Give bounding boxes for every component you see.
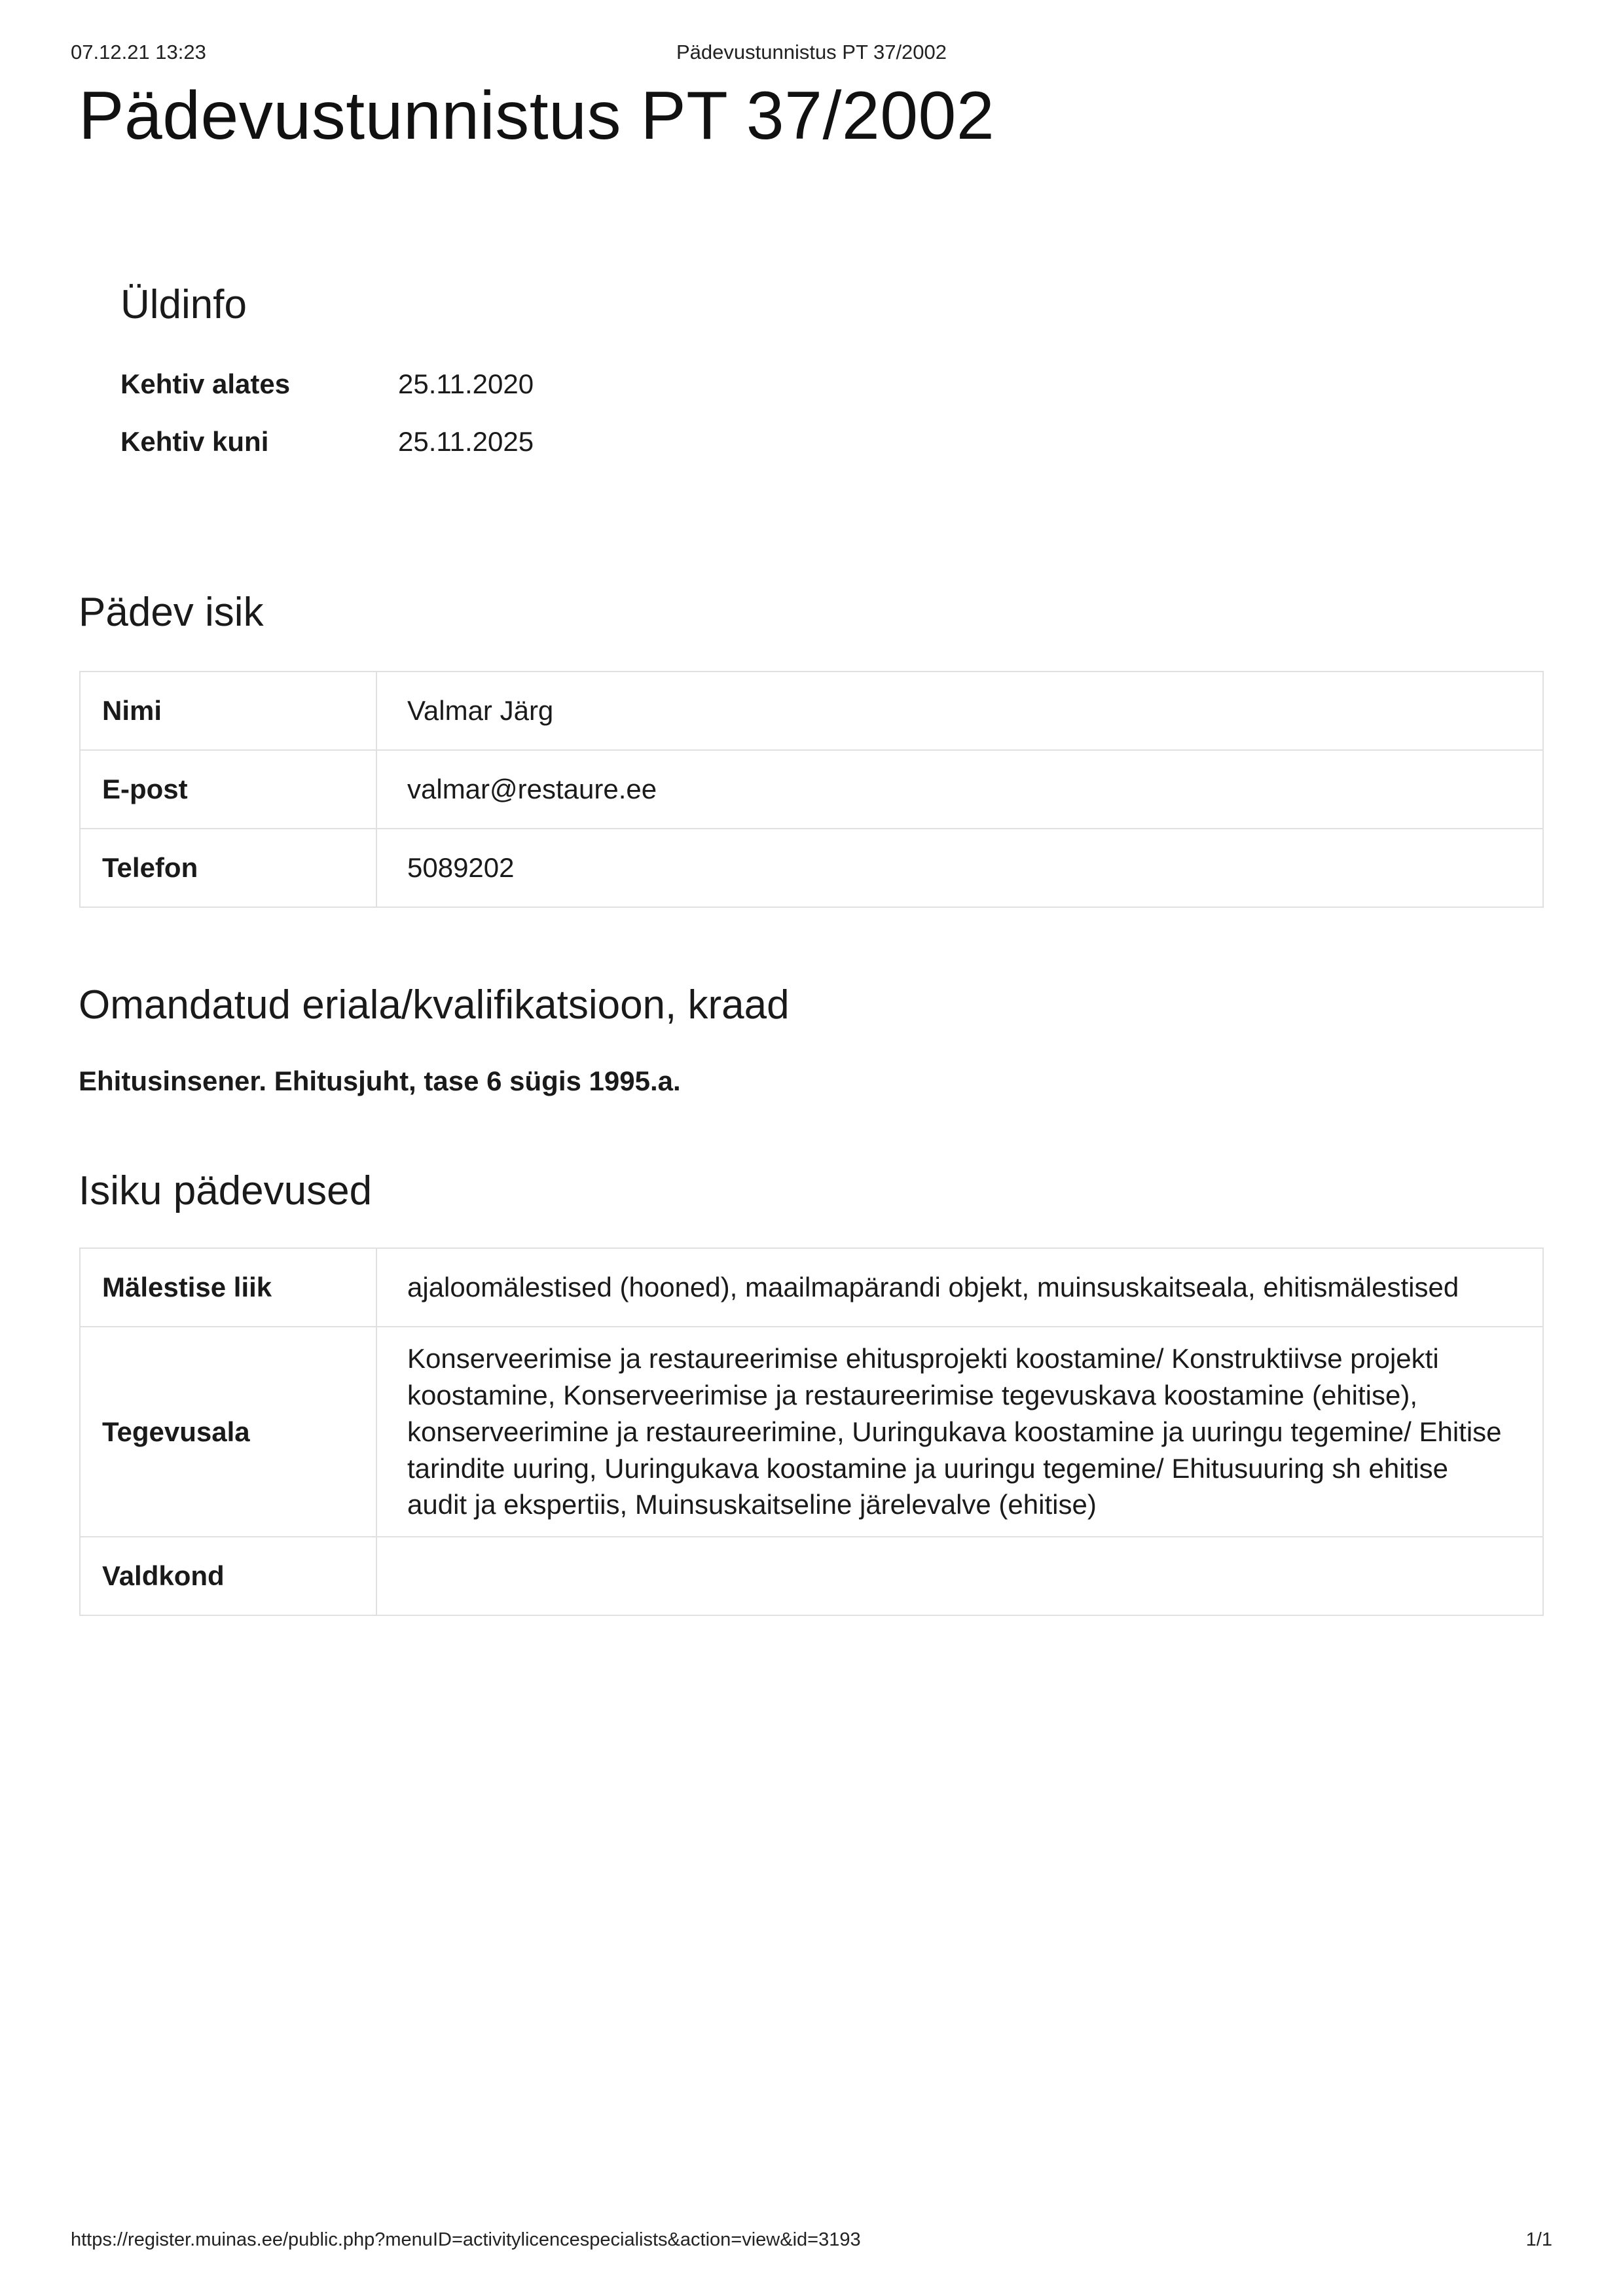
table-row	[80, 672, 1543, 750]
field-label: Valdkond	[80, 1537, 376, 1615]
valid-to-label: Kehtiv kuni	[120, 426, 269, 457]
phone-value: 5089202	[376, 829, 1543, 907]
email-value: valmar@restaure.ee	[376, 750, 1543, 829]
table-row	[80, 750, 1543, 829]
activity-area-value: Konserveerimise ja restaureerimise ehitusprojekti koostamine/ Konstruktiivse projekti koostamine, Konserveerimise ja restaureerimise tegevuskava koostamine (ehitise), konserveerimine ja restaureerimine, Uuringukava koostamine ja uuringu tegemine/ Ehitise tarindite uuring, Uuringukava koostamine ja uuringu tegemine/ Ehitusuuring sh ehitise audit ja ekspertiis, Muinsuskaitseline järelevalve (ehitise)	[376, 1327, 1543, 1537]
table-row	[80, 1537, 1543, 1615]
page-title: Pädevustunnistus PT 37/2002	[79, 78, 995, 154]
uldinfo-heading: Üldinfo	[120, 282, 247, 327]
name-label: Nimi	[80, 672, 376, 750]
print-footer-url: https://register.muinas.ee/public.php?menuID=activitylicencespecialists&action=view&id=3193	[71, 2229, 861, 2250]
qualification-heading: Omandatud eriala/kvalifikatsioon, kraad	[79, 982, 790, 1028]
monument-type-label: Mälestise liik	[80, 1248, 376, 1327]
print-datetime: 07.12.21 13:23	[71, 41, 206, 63]
phone-label: Telefon	[80, 829, 376, 907]
table-row	[80, 1327, 1543, 1537]
email-label: E-post	[80, 750, 376, 829]
name-value: Valmar Järg	[376, 672, 1543, 750]
valid-from-label: Kehtiv alates	[120, 368, 291, 399]
valid-to-value: 25.11.2025	[398, 426, 534, 457]
field-value	[376, 1537, 1543, 1615]
print-doc-title: Pädevustunnistus PT 37/2002	[676, 41, 947, 63]
competences-heading: Isiku pädevused	[79, 1168, 373, 1213]
qualification-value: Ehitusinsener. Ehitusjuht, tase 6 sügis 1995.a.	[79, 1066, 681, 1096]
valid-from-value: 25.11.2020	[398, 368, 534, 399]
activity-area-label: Tegevusala	[80, 1327, 376, 1537]
table-row	[80, 1248, 1543, 1327]
valid-to-row	[120, 426, 534, 457]
print-page-number: 1/1	[1525, 2229, 1552, 2250]
monument-type-value: ajaloomälestised (hooned), maailmapärandi objekt, muinsuskaitseala, ehitismälestised	[376, 1248, 1543, 1327]
competent-person-table	[79, 671, 1544, 908]
table-row	[80, 829, 1543, 907]
valid-from-row	[120, 368, 534, 400]
competences-table	[79, 1247, 1544, 1616]
competent-person-heading: Pädev isik	[79, 590, 264, 635]
